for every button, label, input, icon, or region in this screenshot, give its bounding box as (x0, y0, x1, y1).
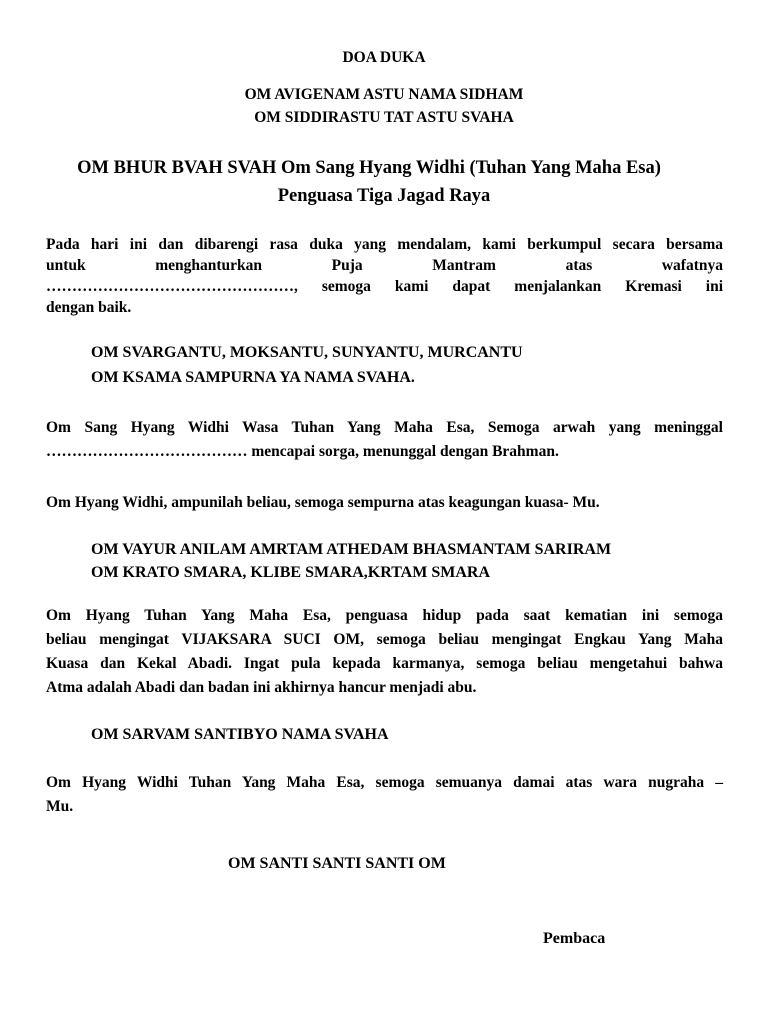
paragraph-2 (46, 416, 723, 464)
invocation-line-2: Penguasa Tiga Jagad Raya (277, 186, 491, 206)
paragraph-4-line-2: beliau mengingat VIJAKSARA SUCI OM, semoga beliau mengingat Engkau Yang Maha (46, 631, 723, 648)
paragraph-1 (46, 234, 723, 318)
paragraph-4-line-4: Atma adalah Abadi dan badan ini akhirnya hancur menjadi abu. (46, 679, 477, 696)
paragraph-1-line-4: dengan baik. (46, 299, 132, 316)
opening-mantra-line-2: OM SIDDIRASTU TAT ASTU SVAHA (254, 109, 514, 126)
paragraph-5 (46, 771, 723, 819)
paragraph-4 (46, 604, 723, 700)
paragraph-4-line-1: Om Hyang Tuhan Yang Maha Esa, penguasa hidup pada saat kematian ini semoga (46, 607, 723, 624)
mantra-3: OM SARVAM SANTIBYO NAMA SVAHA (91, 726, 389, 743)
opening-mantra-line-1: OM AVIGENAM ASTU NAMA SIDHAM (244, 86, 524, 103)
mantra-1-line-1: OM SVARGANTU, MOKSANTU, SUNYANTU, MURCANTU (91, 344, 523, 361)
paragraph-1-line-2: untuk menghanturkan Puja Mantram atas wafatnya (46, 257, 723, 274)
paragraph-1-line-3: …………………………………………, semoga kami dapat menjalankan Kremasi ini (46, 278, 723, 295)
paragraph-2-line-2: ………………………………… mencapai sorga, menunggal dengan Brahman. (46, 443, 559, 460)
mantra-2-line-1: OM VAYUR ANILAM AMRTAM ATHEDAM BHASMANTAM SARIRAM (91, 541, 612, 558)
paragraph-3: Om Hyang Widhi, ampunilah beliau, semoga sempurna atas keagungan kuasa- Mu. (46, 494, 600, 511)
paragraph-4-line-3: Kuasa dan Kekal Abadi. Ingat pula kepada karmanya, semoga beliau mengetahui bahwa (46, 655, 723, 672)
document-title: DOA DUKA (342, 49, 426, 66)
paragraph-5-line-2: Mu. (46, 798, 74, 815)
paragraph-2-line-1: Om Sang Hyang Widhi Wasa Tuhan Yang Maha Esa, Semoga arwah yang meninggal (46, 419, 723, 436)
closing-mantra: OM SANTI SANTI SANTI OM (228, 855, 446, 872)
signature-label: Pembaca (543, 930, 606, 947)
paragraph-1-line-1: Pada hari ini dan dibarengi rasa duka yang mendalam, kami berkumpul secara bersama (46, 236, 723, 253)
mantra-2-line-2: OM KRATO SMARA, KLIBE SMARA,KRTAM SMARA (91, 564, 490, 581)
paragraph-5-line-1: Om Hyang Widhi Tuhan Yang Maha Esa, semoga semuanya damai atas wara nugraha – (46, 774, 723, 791)
mantra-1-line-2: OM KSAMA SAMPURNA YA NAMA SVAHA. (91, 369, 415, 386)
invocation-line-1: OM BHUR BVAH SVAH Om Sang Hyang Widhi (Tuhan Yang Maha Esa) (77, 158, 661, 178)
